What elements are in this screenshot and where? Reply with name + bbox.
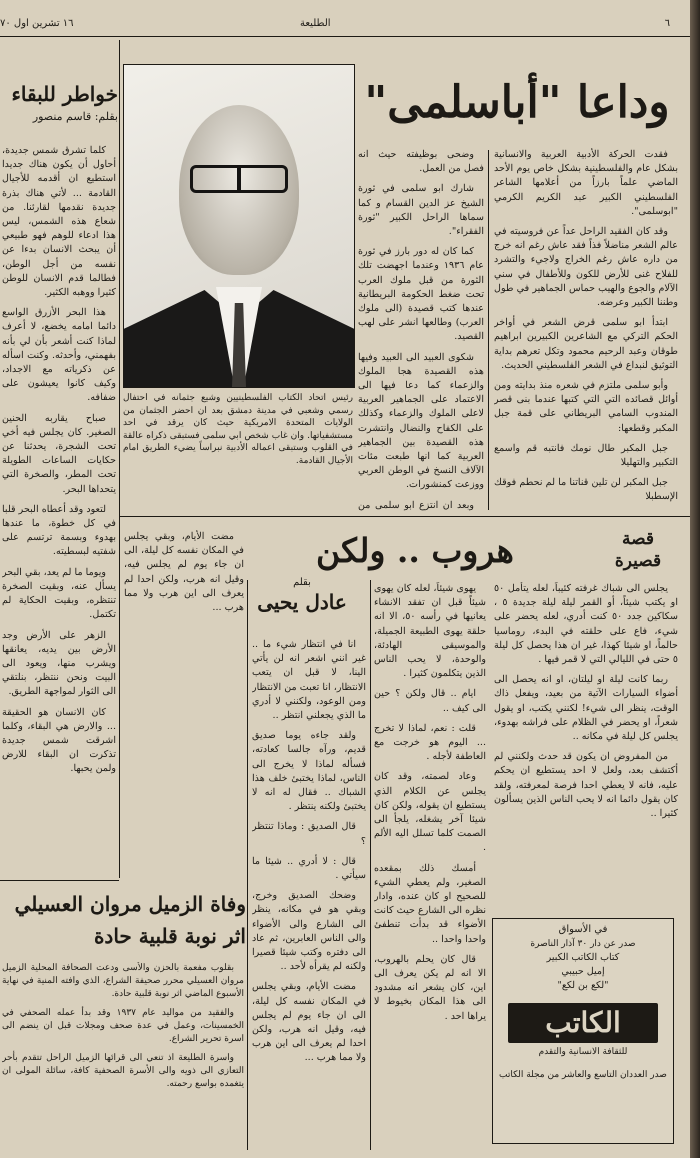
side-column-body (2, 144, 116, 876)
side-paragraph: لتعود وقد أعطاه البحر قلبا في كل خطوة، ما عندها بهدوء وبسمة ترتسم على شفتيه لبسطيته. (2, 503, 116, 558)
side-paragraph: هذا البحر الأزرق الواسع دائما امامه يخضع، لا أعرف لماذا كنت أشعر بأن لي بأنه بفهمني، وأحدثه. وكنت اسأله عن ذكرياته مع الاجداد، وكيف كانوا يعيشون على ضفافه. (2, 307, 116, 404)
ad-tagline: للثقافة الانسانية والتقدم (538, 1047, 628, 1057)
article-verse: جبل المكبر طال نومك فانتبه قم واسمع التكبير والتهليلا (494, 442, 678, 469)
column-divider (370, 580, 371, 1150)
story-paragraph: من المفروض ان يكون قد حدث ولكنني لم أكتشف بعد، ولعل لا احد يستطيع ان يحكم عليه، فانه لا يعطي احدا فرصة لمعرفته، ولقد كان يقول دائما انه لا يحب الناس الذين يسألون كثيرا .. (494, 751, 678, 820)
story-byline (252, 576, 352, 634)
article-column-middle (358, 148, 484, 512)
section-divider (0, 880, 119, 881)
article-paragraph: ابتدأ ابو سلمى قرض الشعر في أواخر الحكم التركي مع الشاعرين الكبيرين ابراهيم طوقان وعبد الرحيم محمود وتكل تعرهم بداية التوثيق لنبداع في الشعر الفلسطيني الحديث. (494, 317, 678, 371)
side-paragraph: ويوما ما لم يعد، بقي البحر يسأل عنه، وبقيت الصخرة تنتظره، وبقيت الحكاية لم تكتمل. (2, 566, 116, 621)
ad-book-line: كتاب الكاتب الكبير (546, 952, 620, 963)
side-column-author: بقلم: قاسم منصور (32, 110, 118, 123)
byline-author: عادل يحيى (257, 590, 347, 614)
story-paragraph: ولقد جاءه يوما صديق قديم، ورآه جالسا كعادته، فسأله لماذا لا يخرج الى الناس، لماذا يختبئ خلف هذا الشباك .. فقال له انه لا يختبئ ولكنه ينتظر . (252, 730, 366, 813)
story-paragraph: قلت : نعم، لماذا لا تخرج ... اليوم هو خرجت مع العاطفة لأجله . (374, 722, 486, 763)
ad-footer: صدر العددان التاسع والعاشر من مجلة الكاتب (499, 1070, 667, 1080)
article-paragraph: شارك ابو سلمى في ثورة الشيخ عز الدين القسام و كما سماها الراحل الكبير "ثورة الفقراء". (358, 183, 484, 238)
story-paragraph: أمسك ذلك بمقعده الصغير، ولم يعطي الشيء للصحيح او كان عنده، وادار نظره الى الشارع حيث كانت الأضواء قد بدأت تنطفئ واحدا واحدا .. (374, 862, 486, 945)
story-paragraph: ربما كانت ليلة او ليلتان، او انه يحصل الى أضواء السيارات الآتية من بعيد، ويفعل ذاك الوقت، ينظر الى شيء! لكنني يكتب، او يقول شعراً، او يحضر في الظلام على فراشه بهدوء، يجلس كل ليلة في مكانه .. (494, 674, 678, 743)
article-paragraph: وضحى بوظيفته حيث انه فصل من العمل. (358, 149, 484, 175)
story-column-1 (494, 582, 678, 912)
story-paragraph: وعاد لصمته، وقد كان يجلس عن الكلام الذي يستطيع ان يقوله، ولكن كان شيئا آخر يشغله، يلجأ الى الصمت كلما تسلل اليه الألم . (374, 771, 486, 854)
side-column-header (0, 80, 118, 140)
article-paragraph: وبعد ان انتزع ابو سلمى من (358, 499, 474, 511)
story-paragraph: قال : لا أدري .. شيئا ما سيأتي . (252, 855, 366, 882)
obituary-paragraph: والفقيد من مواليد عام ١٩٣٧ وقد بدأ عمله الصحفي في الخمسينات، وعمل في عدة صحف ومجلات قبل ان ينضم الى اسرة تحرير الشراع. (2, 1008, 244, 1044)
story-column-4 (124, 530, 244, 886)
article-verse: جبل المكبر لن تلين قناتنا ما لم نحطم فوقك الإسطبلا (494, 477, 678, 503)
column-divider (488, 150, 489, 510)
ad-author: إميل حبيبي (561, 966, 605, 977)
obituary-paragraph: واسرة الطليعة اذ تنعي الى قرائها الزميل الراحل تتقدم بأحر التعازي الى ذويه والى الأسرة الصحفية كافة، سائلة المولى ان يتغمده بواسع رحمته. (2, 1053, 244, 1089)
ad-publisher: صدر عن دار ٣٠ آذار الناصرة (530, 939, 636, 949)
obituary-title-line1: وفاة الزميل مروان العسيلي (14, 892, 246, 916)
side-paragraph: صباح يقاربه الحنين الصغير. كان يجلس فيه أخي تحت الشجرة، يحدثنا عن حكايات الساعات الطويلة تحت المطر، والصخرة التي يتحداها البحر. (2, 412, 116, 495)
article-paragraph: وأبو سلمى ملتزم في شعره منذ بدايته ومن أوائل قصائده التي التي كتبها عندما بنى قصر المندوب السامي البريطاني على قمة جبل المكبر وقطعها: (494, 380, 678, 434)
page-header (0, 0, 690, 37)
ad-book-title: "لكع بن لكع" (557, 980, 609, 991)
story-paragraph: انا في انتظار شيء ما .. غير انني اشعر انه لن يأتي الينا، لا قبل ان يتعب الانتظار، انا تعبت من الانتظار ومن الوعود، ولكنني لا أدري ما الذي يجعلني انتظر .. (252, 639, 366, 722)
newspaper-name: الطليعة (300, 18, 331, 29)
article-column-right (494, 148, 678, 512)
story-paragraph: ايام .. قال ولكن ؟ حين الى كيف .. (374, 688, 486, 714)
article-paragraph (494, 511, 678, 512)
photo-caption: رئيس اتحاد الكتاب الفلسطينيين وشيع جثمانه في احتفال رسمي وشعبي في مدينة دمشق بعد ان احضر الجثمان من الولايات المتحدة الامريكية حيث كان يرقد في احد مستشفياتها. وان غاب شخص ابي سلمى فستبقى ذكراه عالقة في القلوب وستبقى اعماله الأدبية نبراساً يضيء الطريق امام الأجيال القادمة. (123, 393, 353, 466)
page-number: ٦ (664, 18, 670, 29)
story-paragraph: وضحك الصديق وخرج، وبقي هو في مكانه، ينظر الى الشارع والى الأضواء والى الناس العابرين، ثم عاد الى دفتره وكتب شيئا قصيرا ولكنه لم يقرأه لأحد .. (252, 890, 366, 973)
story-paragraph: قال الصديق : وماذا تنتظر ؟ (252, 821, 366, 847)
side-paragraph: كلما تشرق شمس جديدة، أحاول أن يكون هناك جديدا استطيع ان أقدمه للأجيال القادمة ... لأتي هناك بذرة جديدة نقدمها لقارئنا. من شعاع هذه الشمس، ليس هذا ادعاء للوهم فهو طبيعي أن يبحث الانسان بدءا عن نفسه من أجل الوطن، فطالما قدم الانسان للوطن كثيرا ووهبه الكثير. (2, 145, 116, 299)
article-paragraph: وقد كان الفقيد الراحل عداً عن فروسيته في عالم الشعر مناضلاً فذاً فقد عاش رغم انه خرج من داره عاش رغم الخراج ولاجيء والتشرد للفلاح غنى للأرض للكون وللأطفال في سني الآلام والجوع والهيب حماس الجماهير في طول وطننا الكبير وعرضه. (494, 226, 678, 309)
obituary-paragraph: بقلوب مفعمة بالحزن والأسى ودعت الصحافة المحلية الزميل مروان العسيلي محرر صحيفة الشراع، الذي وافته المنية في نهاية الأسبوع الماضي اثر نوبة قلبية حادة. (2, 963, 244, 999)
section-divider (120, 516, 690, 517)
story-section-label: قصة قصيرة (614, 529, 662, 571)
story-column-3 (252, 638, 366, 1150)
story-column-2 (374, 582, 486, 1150)
obituary-title-line2: اثر نوبة قلبية حادة (93, 924, 246, 948)
side-column-title: خواطر للبقاء (11, 82, 118, 106)
story-paragraph: يهوى شيئاً، لعله كان يهوى شيئاً قبل ان تفقد الانشاء يعانيها في رأسه ٥٠، الا انه حلقة يهوى الطبيعة الجميلة، والموسيقى الهادئة، والوحدة، لا يحب الناس الذين يتكلمون كثيرا . (374, 583, 486, 680)
byline-intro: بقلم (293, 577, 311, 588)
story-paragraph: قال كان يحلم بالهروب، الا انه لم يكن يعرف الى اين، كان يشعر انه مشدود الى هذا المكان بخيوط لا يراها احد . (374, 953, 486, 1022)
story-paragraph: مضت الأيام، وبقي يجلس في المكان نفسه كل ليلة، الى ان جاء يوم لم يجلس فيه، وقيل انه هرب، ولكن احدا لم يعرف الى اين هرب ولا مما هرب ... (252, 981, 366, 1064)
story-paragraph: يجلس الى شباك غرفته كئيباً، لعله يتأمل ٥٠ او يكتب شيئاً، أو القمر ليلة ليلة جديدة ٥ ، سكاكين جدد ٥٠ كنت أدري، لعله يحضر على شيء، فاع على حلقته في البدء، روماسيا حالماً، او شيئا كهذا، غير ان هذا يحصل كل ليلة ٥ حتى في الليالي التي لا قمر فيها . (494, 583, 678, 666)
portrait-photo (123, 64, 355, 388)
ad-headline: في الأسواق (558, 924, 608, 935)
side-paragraph: الزهر على الأرض وجد الأرض بين يديه، يعانقها ويشرب منها، ويعود الى البيت ونحن ننتظر، بنلتقي الى الثوار لمواجهة الطريق. (2, 629, 116, 698)
article-headline: وداعا "أباسلمى" (364, 77, 670, 128)
side-paragraph: كان الانسان هو الحقيقة ... والارض هي البقاء، وكلما اشرقت شمس جديدة تذكرت ان البقاء للارض ولمن يحبها. (2, 706, 116, 775)
article-paragraph: فقدت الحركة الأدبية العربية والانسانية بشكل عام والفلسطينية بشكل خاص يوم الأحد الماضي علماً بارزاً من أعلامها الشاعر الفلسطيني الكبير عبد الكريم الكرمي "ابوسلمى". (494, 149, 678, 217)
article-paragraph: كما كان له دور بارز في ثورة عام ١٩٣٦ وعندما اجهضت تلك الثورة من قبل ملوك العرب تحت ضغط الحكومة البريطانية عندها كتب قصيدة (الى ملوك العرب) وطالعها انشر على لهب القصيد. (358, 246, 484, 343)
column-divider (247, 580, 248, 1150)
binding-edge (690, 0, 700, 1158)
obituary-headline (0, 888, 246, 958)
article-paragraph: شكوى العبيد الى العبيد وفيها هذه القصيدة هجا الملوك والزعماء كما دعا فيها الى الاعتماد على الجماهير العربية لاعلى الملوك والزعماء وكذلك على الكفاح والنضال وانتشرت هذه القصيدة بين الجماهير العربية كما انها طبعت مئات الآلاف النسخ في الوطن العربي ووزعت كمنشورات. (358, 351, 484, 491)
book-advertisement (492, 918, 674, 1144)
obituary-body (2, 962, 244, 1152)
story-headline: هروب .. ولكن (316, 531, 514, 570)
magazine-logo: الكاتب (508, 1003, 658, 1043)
column-divider (119, 40, 120, 878)
story-paragraph: مضت الأيام، وبقي يجلس في المكان نفسه كل ليلة، الى ان جاء يوم لم يجلس فيه، وقيل انه هرب، ولكن احدا لم يعرف الى اين هرب ولا مما هرب ... (124, 531, 244, 614)
portrait-glasses (190, 165, 288, 193)
issue-date: ١٦ تشرين اول ٧٠ (0, 18, 74, 29)
